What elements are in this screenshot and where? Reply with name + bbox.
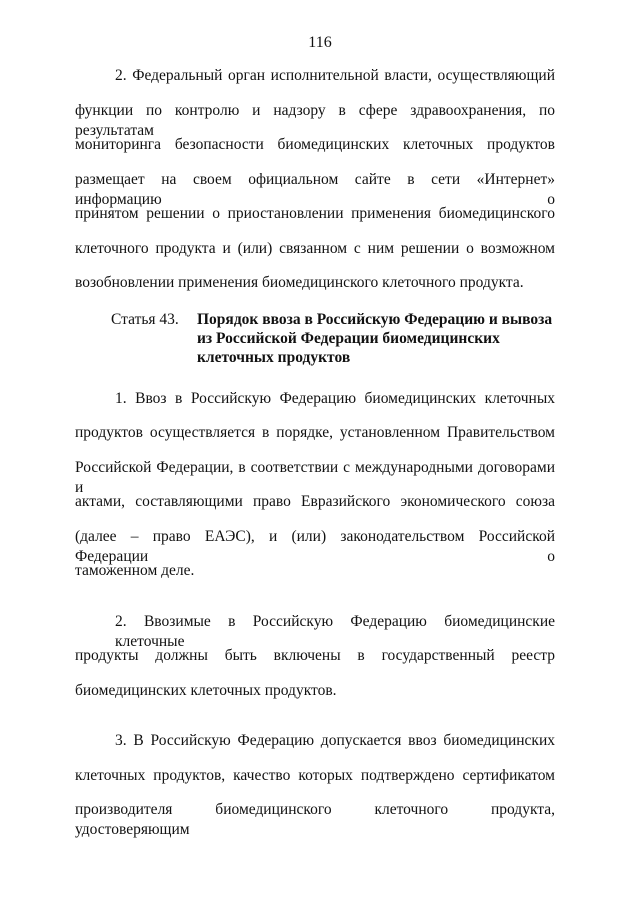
paragraph-2-monitoring [75,66,555,308]
article-title-line: клеточных продуктов [197,348,351,366]
text-line: (далее – право ЕАЭС), и (или) законодательством Российской Федерации о [75,527,555,565]
text-line: принятом решении о приостановлении применения биомедицинского [75,205,555,222]
article-title-line: Порядок ввоза в Российскую Федерацию и вывоза [197,310,553,328]
text-line: таможенном деле. [75,562,195,579]
article-number: Статья 43. [111,310,179,328]
text-line: актами, составляющими право Евразийского экономического союза [75,493,555,510]
paragraph-3-quality [75,731,555,838]
text-line: 2. Федеральный орган исполнительной власти, осуществляющий [115,67,555,84]
text-line: продукты должны быть включены в государственный реестр [75,647,555,664]
text-line: 2. Ввозимые в Российскую Федерацию биомедицинские клеточные [115,612,555,650]
text-line: клеточного продукта и (или) связанном с ним решении о возможном [75,239,555,257]
paragraph-gap [75,596,555,612]
document-body [75,66,555,838]
text-line: клеточных продуктов, качество которых подтверждено сертификатом [75,766,555,784]
paragraph-1-import [75,389,555,596]
article-heading [75,310,555,367]
article-title-line: из Российской Федерации биомедицинских [197,329,500,347]
text-line: 3. В Российскую Федерацию допускается ввоз биомедицинских [115,732,555,749]
text-line: производителя биомедицинского клеточного продукта, удостоверяющим [75,801,555,838]
paragraph-2-registry [75,612,555,716]
text-line: размещает на своем официальном сайте в сети «Интернет» информацию о [75,170,555,208]
article-title [197,310,555,367]
text-line: биомедицинских клеточных продуктов. [75,681,337,699]
text-line: Российской Федерации, в соответствии с международными договорами и [75,458,555,496]
paragraph-gap [75,715,555,731]
page-number: 116 [308,34,332,51]
text-line: 1. Ввоз в Российскую Федерацию биомедицинских клеточных [115,389,555,407]
text-line: возобновлении применения биомедицинского клеточного продукта. [75,274,524,291]
text-line: мониторинга безопасности биомедицинских клеточных продуктов [75,136,555,153]
text-line: продуктов осуществляется в порядке, установленном Правительством [75,424,555,441]
text-line: функции по контролю и надзору в сфере здравоохранения, по результатам [75,101,555,139]
